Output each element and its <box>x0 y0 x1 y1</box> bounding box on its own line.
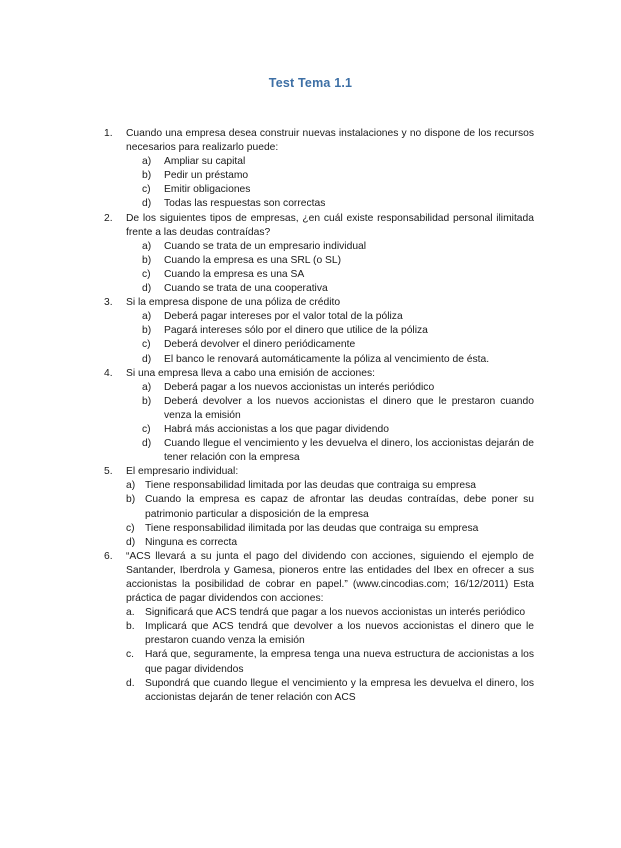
option-5b <box>104 493 534 521</box>
option-text: Deberá pagar a los nuevos accionistas un interés periódico <box>164 381 435 393</box>
option-3b <box>104 324 534 338</box>
option-letter: a) <box>126 480 136 492</box>
option-letter: c. <box>126 649 135 661</box>
question-number: 2. <box>104 212 113 224</box>
option-text: Habrá más accionistas a los que pagar dividendo <box>164 423 389 435</box>
option-letter: c) <box>142 423 151 435</box>
option-text: Supondrá que cuando llegue el vencimiento y la empresa les devuelva el dinero, los accionistas dejarán de tener relación con ACS <box>145 677 534 703</box>
option-4d <box>104 437 534 465</box>
option-letter: a) <box>142 381 152 393</box>
option-4b <box>104 395 534 423</box>
option-text: Implicará que ACS tendrá que devolver a los nuevos accionistas el dinero que le prestaron cuando venza la emisión <box>145 621 534 647</box>
question-5 <box>104 465 534 479</box>
option-text: Cuando la empresa es una SA <box>164 268 305 280</box>
option-text: Cuando se trata de una cooperativa <box>164 283 328 295</box>
option-letter: b) <box>142 395 152 407</box>
option-letter: d) <box>142 283 152 295</box>
option-text: El banco le renovará automáticamente la póliza al vencimiento de ésta. <box>164 353 490 365</box>
option-text: Pagará intereses sólo por el dinero que utilice de la póliza <box>164 325 428 337</box>
option-letter: d) <box>142 353 152 365</box>
question-4 <box>104 367 534 381</box>
question-number: 6. <box>104 550 113 562</box>
question-text: “ACS llevará a su junta el pago del dividendo con acciones, siguiendo el ejemplo de Santander, Iberdrola y Gamesa, pioneros entre las entidades del Ibex en ofrecer a sus accionistas la posibilidad de cobrar en papel.” (www.cincodias.com; 16/12/2011) Esta práctica de pagar dividendos con acciones: <box>126 550 534 605</box>
option-5d <box>104 536 534 550</box>
option-2b <box>104 254 534 268</box>
option-text: Ampliar su capital <box>164 156 246 168</box>
option-letter: c) <box>142 184 151 196</box>
question-number: 3. <box>104 297 113 309</box>
option-4c <box>104 423 534 437</box>
option-6d <box>104 677 534 705</box>
option-text: Ninguna es correcta <box>145 536 238 548</box>
option-text: Cuando la empresa es una SRL (o SL) <box>164 254 342 266</box>
option-letter: a. <box>126 607 135 619</box>
option-2c <box>104 268 534 282</box>
question-text: Cuando una empresa desea construir nuevas instalaciones y no dispone de los recursos necesarios para realizarlo puede: <box>126 128 534 154</box>
question-text: El empresario individual: <box>126 466 239 478</box>
option-text: Tiene responsabilidad ilimitada por las deudas que contraiga su empresa <box>145 522 479 534</box>
question-3 <box>104 296 534 310</box>
option-letter: b) <box>142 325 152 337</box>
option-text: Hará que, seguramente, la empresa tenga una nueva estructura de accionistas a los que pagar dividendos <box>145 649 534 675</box>
option-letter: c) <box>126 522 135 534</box>
option-text: Significará que ACS tendrá que pagar a los nuevos accionistas un interés periódico <box>145 607 526 619</box>
option-5c <box>104 522 534 536</box>
question-number: 5. <box>104 466 113 478</box>
question-number: 4. <box>104 367 113 379</box>
option-3c <box>104 338 534 352</box>
option-3d <box>104 353 534 367</box>
option-text: Cuando la empresa es capaz de afrontar las deudas contraídas, debe poner su patrimonio particular a disposición de la empresa <box>145 494 534 520</box>
option-letter: a) <box>142 156 152 168</box>
option-2d <box>104 282 534 296</box>
option-text: Deberá devolver a los nuevos accionistas el dinero que le prestaron cuando venza la emisión <box>164 395 534 421</box>
option-6a <box>104 606 534 620</box>
option-text: Emitir obligaciones <box>164 184 251 196</box>
option-1d <box>104 197 534 211</box>
question-list <box>104 127 534 705</box>
option-5a <box>104 479 534 493</box>
option-1b <box>104 169 534 183</box>
page-title: Test Tema 1.1 <box>268 76 353 90</box>
option-letter: c) <box>142 268 151 280</box>
option-letter: b) <box>142 254 152 266</box>
option-letter: d) <box>142 438 152 450</box>
option-2a <box>104 240 534 254</box>
option-letter: b) <box>142 170 152 182</box>
option-6c <box>104 648 534 676</box>
question-number: 1. <box>104 128 113 139</box>
question-1 <box>104 127 534 155</box>
option-letter: a) <box>142 240 152 252</box>
option-text: Todas las respuestas son correctas <box>164 198 326 210</box>
option-text: Deberá devolver el dinero periódicamente <box>164 339 356 351</box>
question-2 <box>104 212 534 240</box>
question-text: Si una empresa lleva a cabo una emisión de acciones: <box>126 367 375 379</box>
option-4a <box>104 381 534 395</box>
option-1a <box>104 155 534 169</box>
option-letter: d) <box>126 536 136 548</box>
option-letter: a) <box>142 311 152 323</box>
option-letter: d. <box>126 677 135 689</box>
option-letter: b) <box>126 494 136 506</box>
option-3a <box>104 310 534 324</box>
option-text: Pedir un préstamo <box>164 170 249 182</box>
option-letter: b. <box>126 621 135 633</box>
question-6 <box>104 550 534 606</box>
option-text: Cuando se trata de un empresario individual <box>164 240 367 252</box>
question-text: Si la empresa dispone de una póliza de crédito <box>126 297 341 309</box>
option-letter: d) <box>142 198 152 210</box>
question-text: De los siguientes tipos de empresas, ¿en cuál existe responsabilidad personal ilimitada frente a las deudas contraídas? <box>126 212 534 238</box>
option-text: Cuando llegue el vencimiento y les devuelva el dinero, los accionistas dejarán de tener relación con la empresa <box>164 438 534 464</box>
option-6b <box>104 620 534 648</box>
option-letter: c) <box>142 339 151 351</box>
option-text: Tiene responsabilidad limitada por las deudas que contraiga su empresa <box>145 480 477 492</box>
option-text: Deberá pagar intereses por el valor total de la póliza <box>164 311 403 323</box>
option-1c <box>104 183 534 197</box>
